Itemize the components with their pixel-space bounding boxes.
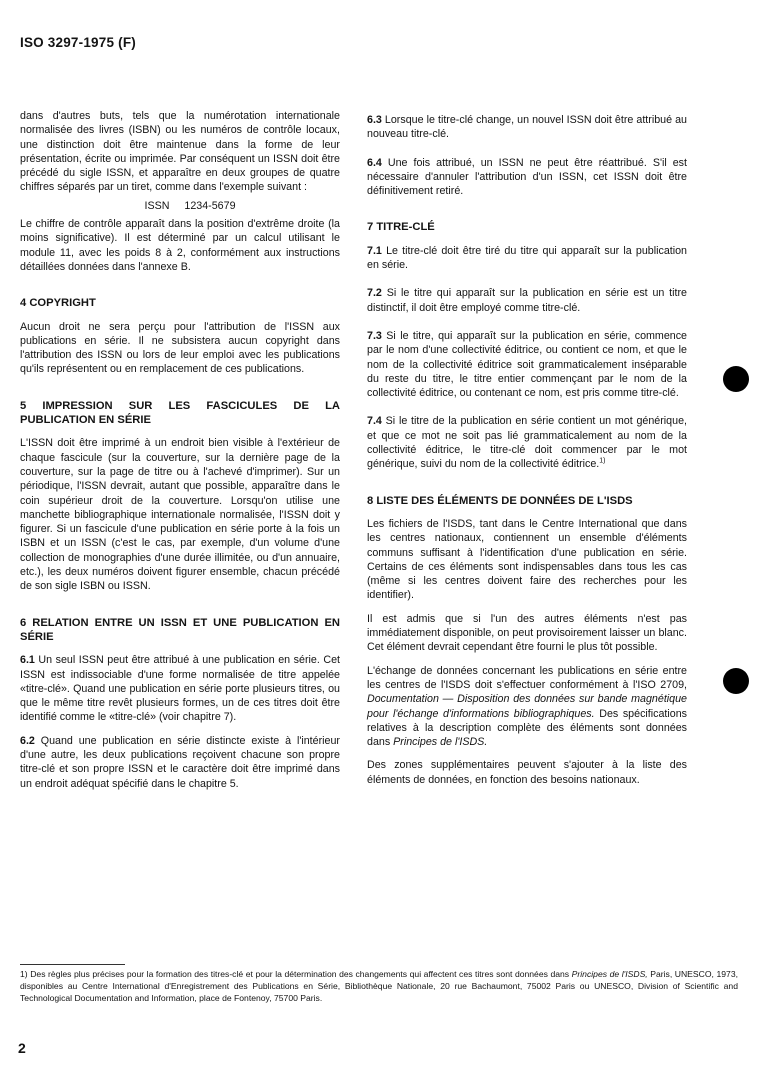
clause-text: Si le titre de la publication en série contient un mot générique, et que ce mot ne soit pas lié grammaticalement au nom de la collectivité éditrice, le titre-clé doit commencer par le mot générique, suivi du nom de la collectivité éditrice. <box>367 415 687 471</box>
clause-7-2 <box>367 286 687 315</box>
clause-6-3 <box>367 113 687 142</box>
clause-6-2 <box>20 734 340 791</box>
footnote-reference: 1) <box>599 457 606 465</box>
section-5-heading: 5 IMPRESSION SUR LES FASCICULES DE LA PUBLICATION EN SÉRIE <box>20 399 340 427</box>
clause-7-4 <box>367 414 687 471</box>
clause-number: 6.2 <box>20 734 35 747</box>
text-run: Des règles plus précises pour la formation des titres-clé et pour la détermination des changements qui affectent ces titres sont données dans <box>30 969 570 979</box>
section-8-paragraph-1: Les fichiers de l'ISDS, tant dans le Centre International que dans les centres nationaux, contiennent un ensemble d'éléments communs suffisant à l'identification d'une publication en série. Certains de ces éléments sont indispensables dans tous les cas (même si les centres doivent faire des recherches pour les identifier). <box>367 517 687 602</box>
section-4-heading: 4 COPYRIGHT <box>20 297 96 310</box>
document-header: ISO 3297-1975 (F) <box>20 35 136 50</box>
section-8-paragraph-4: Des zones supplémentaires peuvent s'ajouter à la liste des éléments de données, en fonction des besoins nationaux. <box>367 759 687 786</box>
footnote-marker: 1) <box>20 969 28 979</box>
section-6-heading: 6 RELATION ENTRE UN ISSN ET UNE PUBLICATION EN SÉRIE <box>20 616 340 643</box>
text-run: L'échange de données concernant les publications en série entre les centres de l'ISDS doit s'effectuer conformément à l'ISO 2709, <box>367 664 687 691</box>
text-run: Des spécifications relatives à la description complète des éléments sont données dans <box>367 707 687 749</box>
clause-text: Lorsque le titre-clé change, un nouvel ISSN doit être attribué au nouveau titre-clé. <box>367 114 687 141</box>
margin-bullet-mark <box>723 668 749 694</box>
paragraph-check-digit: Le chiffre de contrôle apparaît dans la position d'extrême droite (la moins significative). Il est déterminé par un calcul utilisant le module 11, avec les poids 8 à 2, conformément aux instructions détaillées données dans l'annexe B. <box>20 218 340 273</box>
clause-number: 7.4 <box>367 415 382 428</box>
cited-reference-title: Principes de l'ISDS. <box>393 736 488 749</box>
clause-number: 6.1 <box>20 654 35 667</box>
left-column <box>20 109 340 791</box>
clause-number: 7.2 <box>367 287 382 300</box>
paragraph-intro: dans d'autres buts, tels que la numérotation internationale normalisée des livres (ISBN) ou les numéros de contrôle locaux, une distinction doit être maintenue dans la forme de leur présentation, écrite ou imprimée. Par conséquent un ISSN doit être précédé du sigle ISSN, et apparaître en deux groupes de quatre chiffres séparés par un tiret, comme dans l'exemple suivant : <box>20 110 340 194</box>
clause-number: 6.4 <box>367 156 382 169</box>
section-8-paragraph-2: Il est admis que si l'un des autres éléments n'est pas immédiatement disponible, on peut provisoirement laisser un blanc. Cet élément devrait cependant être fourni le plus tôt possible. <box>367 612 687 654</box>
cited-reference-title: Principes de l'ISDS, <box>571 969 648 979</box>
section-7-heading: 7 TITRE-CLÉ <box>367 221 435 234</box>
clause-text: Si le titre qui apparaît sur la publication en série est un titre distinctif, il doit être employé comme titre-clé. <box>367 287 687 314</box>
page-number: 2 <box>18 1040 26 1056</box>
section-8-paragraph-3 <box>367 664 687 750</box>
section-4-text: Aucun droit ne sera perçu pour l'attribution de l'ISSN aux publications en série. Il ne subsistera aucun copyright dans l'attribution des ISSN ou lors de leur emploi avec les publications qu'ils représentent ou en remplacement de ces publications. <box>20 320 340 376</box>
right-column <box>367 113 687 787</box>
clause-text: Le titre-clé doit être tiré du titre qui apparaît sur la publication en série. <box>367 244 687 272</box>
clause-text: Un seul ISSN peut être attribué à une publication en série. Cet ISSN est indissociable d'une forme normalisée de titre appelée «titre-clé». Quand une publication en série porte plusieurs titres, ou que le même titre revêt plusieurs formes, un de ces titres doit être identifié comme le «titre-clé» (voir chapitre 7). <box>20 654 340 724</box>
clause-7-1 <box>367 244 687 273</box>
clause-6-1 <box>20 653 340 724</box>
clause-6-4 <box>367 156 687 199</box>
issn-example: ISSN 1234-5679 <box>144 199 236 212</box>
text-run: Paris, UNESCO, 1973, disponibles au Centre International d'Enregistrement des Publications en Série, Bibliothèque Nationale, 20 rue Bachaumont, 75002 Paris ou UNESCO, Division of Scientific and Technological Documentation and Information, place de Fontenoy, 75700 Paris. <box>20 969 738 1003</box>
section-8-heading: 8 LISTE DES ÉLÉMENTS DE DONNÉES DE L'ISDS <box>367 494 633 507</box>
clause-text: Une fois attribué, un ISSN ne peut être réattribué. S'il est nécessaire d'annuler l'attribution d'un ISSN, cet ISSN doit être définitivement retiré. <box>367 156 687 198</box>
clause-text: Si le titre, qui apparaît sur la publication en série, commence par le nom d'une collectivité éditrice, ou contient ce nom, et que le nom de la collectivité éditrice soit grammaticalement inséparable du reste du titre, le titre entier commençant par le nom de la collectivité éditrice, ou contenant ce nom, est pris comme titre-clé. <box>367 329 687 400</box>
clause-number: 7.1 <box>367 244 382 257</box>
cited-standard-title: Documentation — Disposition des données sur bande magnétique pour l'échange d'informations bibliographiques. <box>367 693 687 720</box>
margin-bullet-mark <box>723 366 749 392</box>
footnote-divider <box>20 964 125 965</box>
section-5-text: L'ISSN doit être imprimé à un endroit bien visible à l'extérieur de chaque fascicule (sur la couverture, sur la dernière page de la couverture, sur la page de titre ou à l'achevé d'imprimer). Sur un périodique, l'ISSN devrait, autant que possible, apparaître dans le coin supérieur droit de la couverture. Lorsqu'on utilise une manchette bibliographique internationale normalisée, l'ISSN doit y figurer. Si un fascicule d'une publication en série porte à la fois un ISBN et un ISSN (c'est le cas, par exemple, d'un volume d'une collection de monographies d'une durée illimitée, ou d'un annuaire, etc.), les deux numéros doivent figurer ensemble, chacun précédé de son sigle ISBN ou ISSN. <box>20 437 340 593</box>
clause-number: 7.3 <box>367 329 382 342</box>
footnote <box>20 968 738 1004</box>
clause-number: 6.3 <box>367 114 382 126</box>
clause-text: Quand une publication en série distincte existe à l'intérieur d'une autre, les deux publications reçoivent chacune son propre titre-clé et son propre ISSN et le caractère doit être imprimé dans un endroit adéquat spécifié dans le chapitre 5. <box>20 734 340 790</box>
clause-7-3 <box>367 329 687 400</box>
